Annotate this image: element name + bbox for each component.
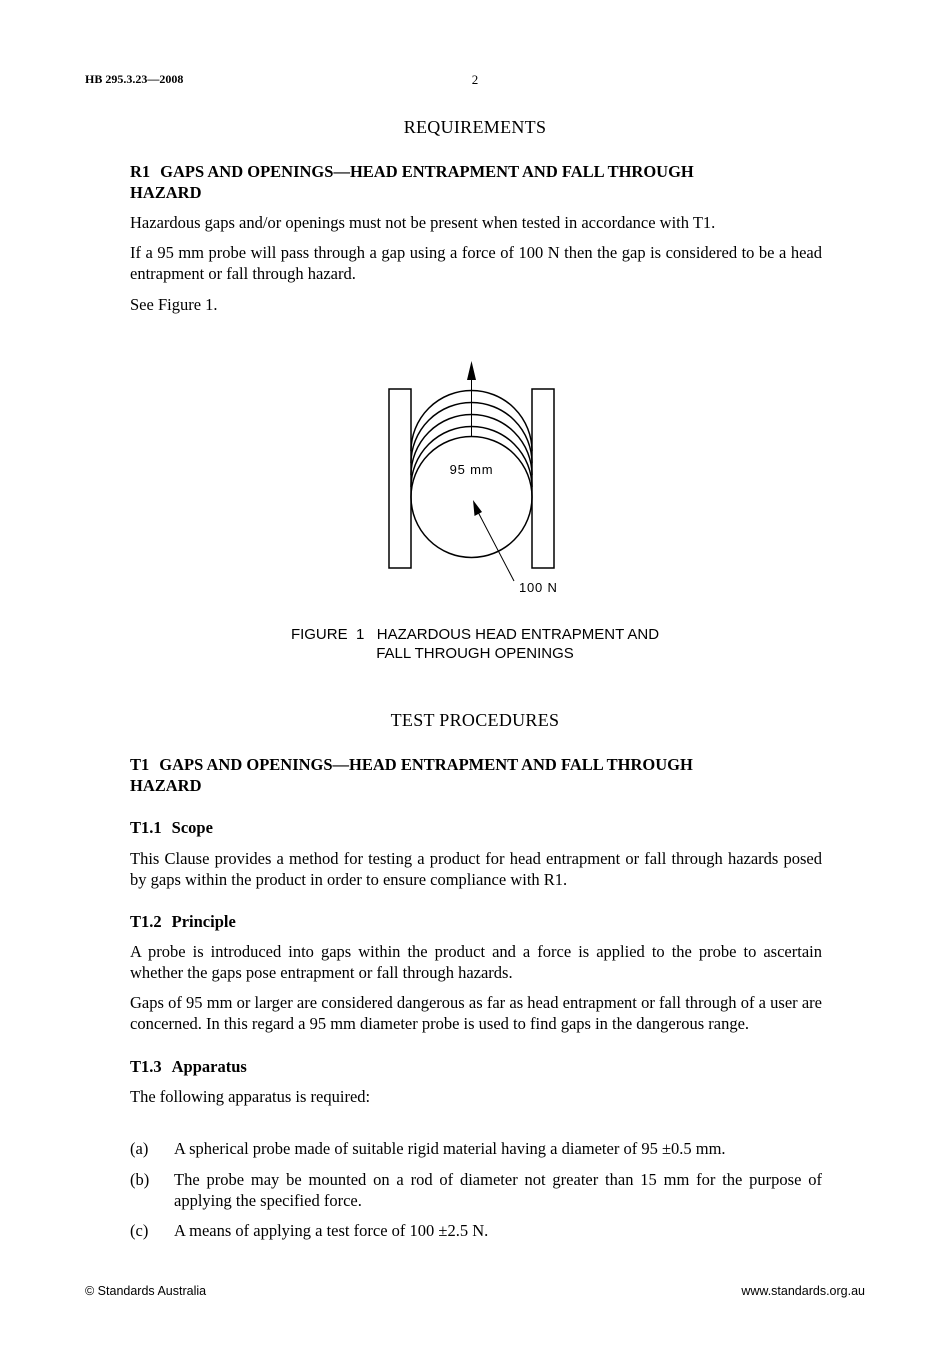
t1-1-title: Scope (171, 818, 213, 837)
figure-caption-line2: FALL THROUGH OPENINGS (376, 645, 574, 662)
force-label: 100 N (519, 580, 558, 595)
t1-1-number: T1.1 (130, 818, 162, 837)
t1-1-paragraph: This Clause provides a method for testing a product for head entrapment or fall through hazards posed by gaps within the product in order to ensure compliance with R1. (130, 849, 822, 889)
r1-title-line1: GAPS AND OPENINGS—HEAD ENTRAPMENT AND FALL THROUGH (160, 162, 694, 181)
r1-title-line2: HAZARD (130, 183, 202, 202)
t1-2-title: Principle (171, 912, 236, 931)
r1-paragraph-1: Hazardous gaps and/or openings must not be present when tested in accordance with T1. (130, 213, 716, 232)
t1-2-number: T1.2 (130, 912, 162, 931)
list-item-label: (c) (130, 1221, 149, 1240)
list-item (130, 1220, 822, 1241)
list-item-text: The probe may be mounted on a rod of diameter not greater than 15 mm for the purpose of applying the specified force. (174, 1170, 822, 1210)
t1-2-heading (130, 911, 822, 932)
probe-sphere (411, 437, 532, 558)
t1-3-number: T1.3 (130, 1057, 162, 1076)
list-item-text: A spherical probe made of suitable rigid material having a diameter of 95 ±0.5 mm. (174, 1139, 726, 1158)
r1-paragraph-2: If a 95 mm probe will pass through a gap using a force of 100 N then the gap is considered to be a head entrapment or fall through hazard. (130, 243, 822, 283)
t1-3-intro: The following apparatus is required: (130, 1087, 371, 1106)
figure-1-diagram (380, 355, 580, 600)
t1-clause (130, 754, 822, 1107)
t1-2-paragraph-1: A probe is introduced into gaps within the product and a force is applied to the probe to ascertain whether the gaps pose entrapment or fall through hazards. (130, 942, 822, 982)
force-leader-line (478, 512, 514, 581)
t1-3-title: Apparatus (171, 1057, 247, 1076)
list-item-text: A means of applying a test force of 100 ±2.5 N. (174, 1221, 489, 1240)
left-barrier (389, 389, 411, 568)
page-number: 2 (471, 72, 479, 87)
t1-3-heading (130, 1056, 822, 1077)
footer-copyright: © Standards Australia (85, 1284, 207, 1298)
list-item-label: (b) (130, 1170, 150, 1189)
t1-2-paragraph-2: Gaps of 95 mm or larger are considered dangerous as far as head entrapment or fall through of a user are concerned. In this regard a 95 mm diameter probe is used to find gaps in the dangerous range. (130, 993, 822, 1033)
figure-1-caption (0, 625, 950, 663)
test-procedures-heading: TEST PROCEDURES (390, 710, 560, 730)
r1-paragraph-3: See Figure 1. (130, 295, 218, 314)
diameter-label: 95 mm (449, 462, 494, 477)
t1-1-heading (130, 817, 822, 838)
r1-clause (130, 161, 822, 315)
force-arrow-icon (473, 500, 482, 516)
list-item-label: (a) (130, 1139, 149, 1158)
footer-website-link[interactable]: www.standards.org.au (741, 1284, 865, 1298)
r1-heading (130, 161, 822, 203)
t1-title-line2: HAZARD (130, 776, 202, 795)
list-item (130, 1138, 822, 1159)
figure-caption-line1: FIGURE 1 HAZARDOUS HEAD ENTRAPMENT AND (290, 626, 660, 643)
document-id: HB 295.3.23—2008 (85, 72, 184, 86)
t1-heading (130, 754, 822, 796)
t1-number: T1 (130, 755, 150, 774)
r1-number: R1 (130, 162, 151, 181)
direction-arrow-icon (467, 361, 476, 380)
right-barrier (532, 389, 554, 568)
requirements-heading: REQUIREMENTS (403, 117, 547, 137)
t1-title-line1: GAPS AND OPENINGS—HEAD ENTRAPMENT AND FALL THROUGH (159, 755, 693, 774)
list-item (130, 1169, 822, 1211)
